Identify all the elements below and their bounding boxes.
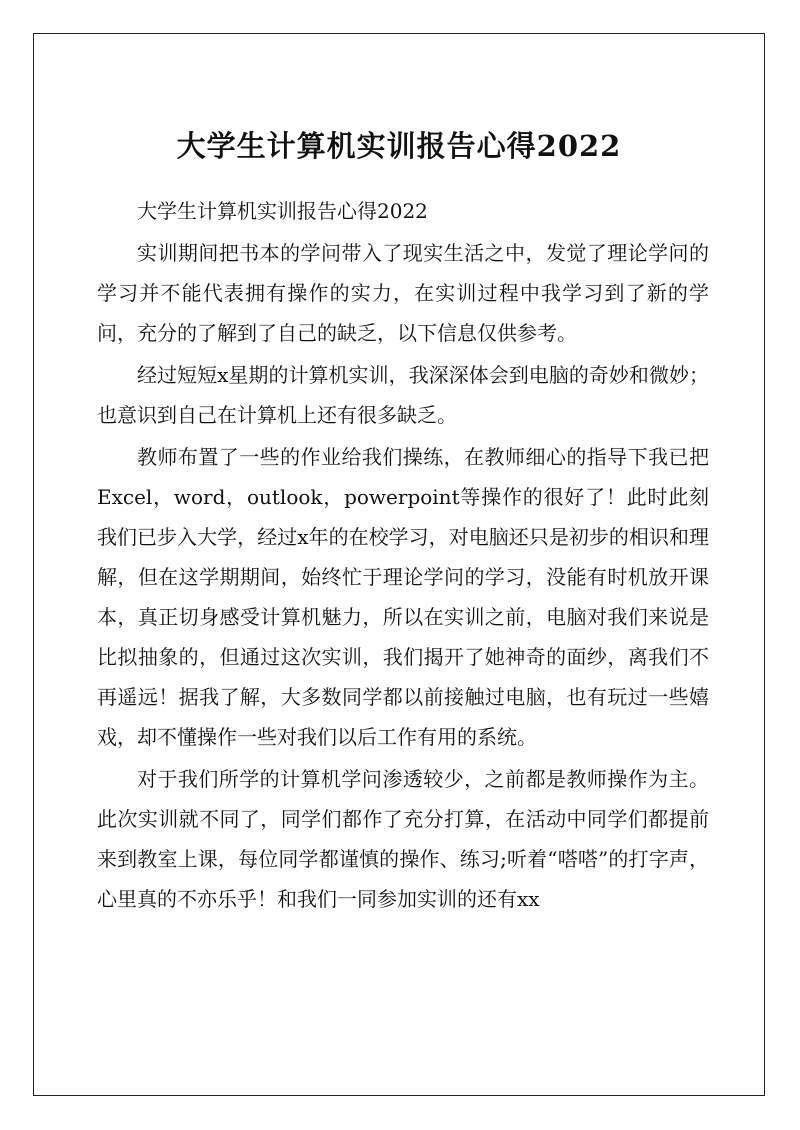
- document-body: [97, 191, 709, 919]
- paragraph-subtitle: 大学生计算机实训报告心得2022: [137, 199, 428, 223]
- document-title: 大学生计算机实训报告心得2022: [176, 129, 622, 163]
- paragraph-teacher: 教师布置了一些的作业给我们操练，在教师细心的指导下我已把Excel，word，outlook，powerpoint等操作的很好了！此时此刻我们已步入大学，经过x年的在校学习，对电脑还只是初步的相识和理解，但在这学期期间，始终忙于理论学问的学习，没能有时机放开课本，真正切身感受计算机魅力，所以在实训之前，电脑对我们来说是比拟抽象的，但通过这次实训，我们揭开了她神奇的面纱，离我们不再遥远！据我了解，大多数同学都以前接触过电脑，也有玩过一些嬉戏，却不懂操作一些对我们以后工作有用的系统。: [97, 445, 709, 749]
- paragraph-intro: 实训期间把书本的学问带入了现实生活之中，发觉了理论学问的学习并不能代表拥有操作的实力，在实训过程中我学习到了新的学问，充分的了解到了自己的缺乏，以下信息仅供参考。: [97, 241, 709, 345]
- paragraph-practice: 对于我们所学的计算机学问渗透较少，之前都是教师操作为主。此次实训就不同了，同学们都作了充分打算，在活动中同学们都提前来到教室上课，每位同学都谨慎的操作、练习;听着“嗒嗒”的打字声，心里真的不亦乐乎！和我们一同参加实训的还有xx: [97, 767, 709, 911]
- paragraph-experience: 经过短短x星期的计算机实训，我深深体会到电脑的奇妙和微妙；也意识到自己在计算机上还有很多缺乏。: [97, 363, 709, 427]
